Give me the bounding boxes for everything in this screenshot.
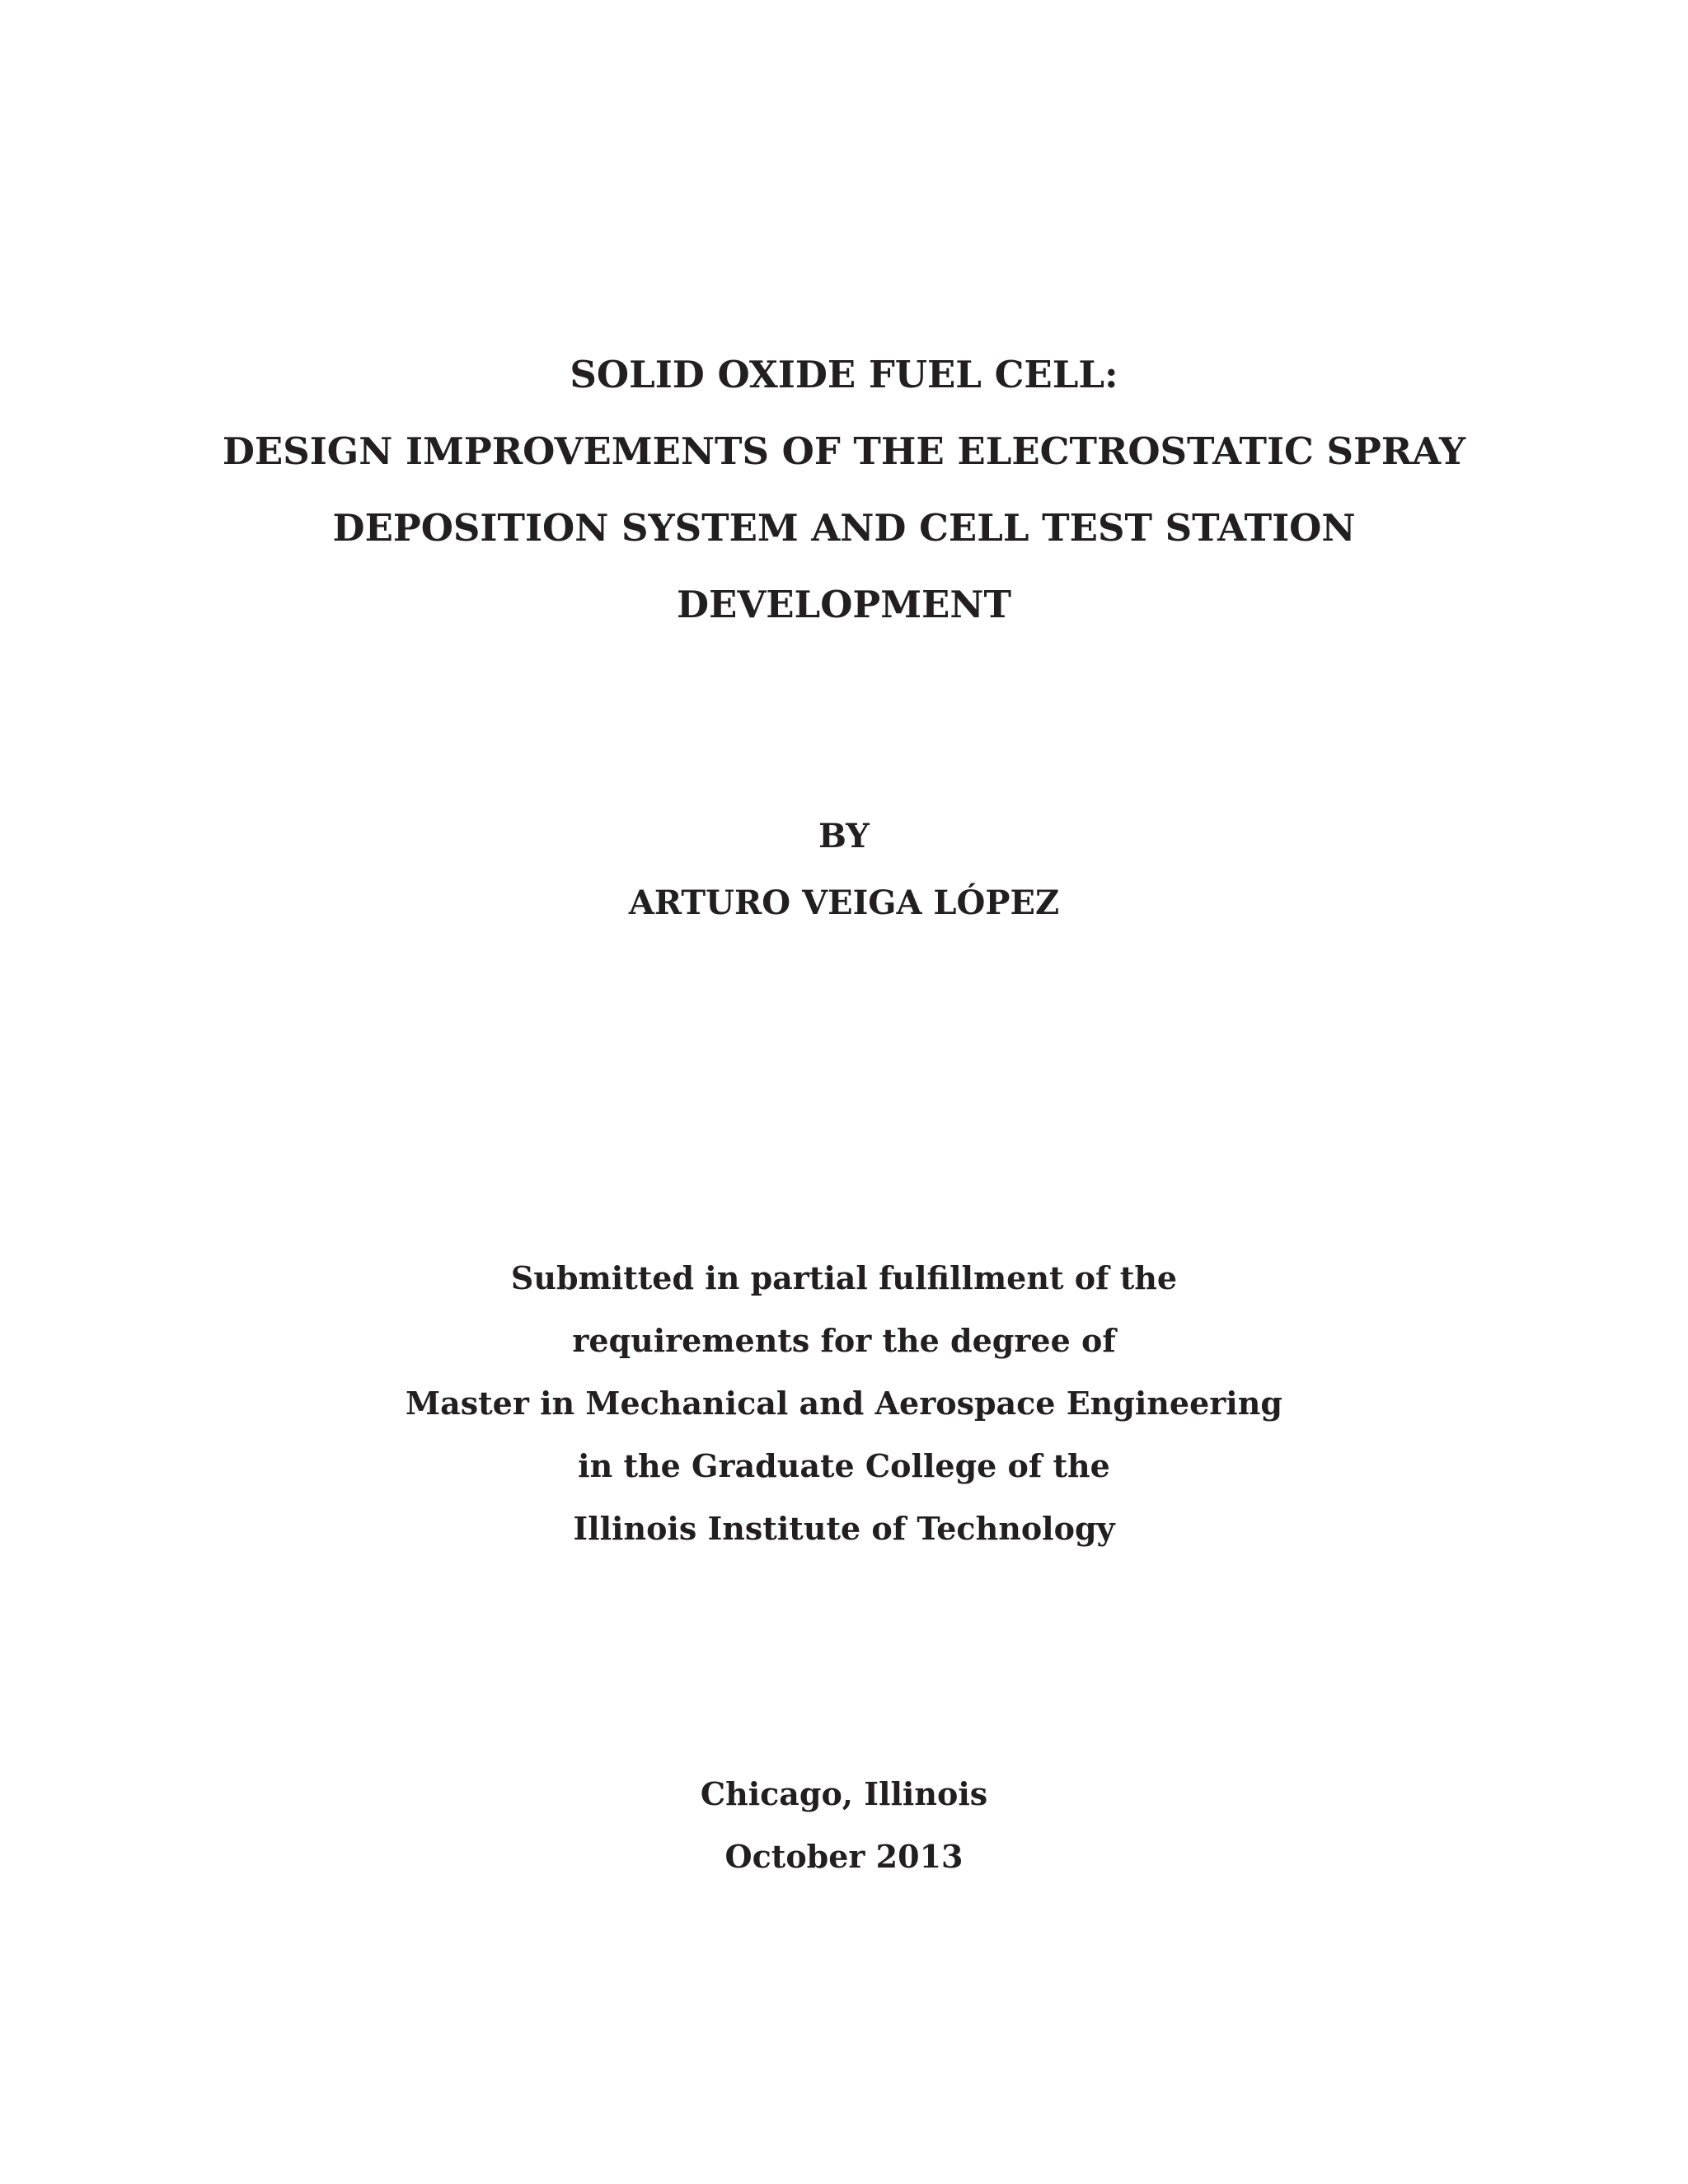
title-line-4: DEVELOPMENT: [677, 583, 1011, 626]
submission-line-3: Master in Mechanical and Aerospace Engineering: [406, 1385, 1282, 1422]
title-line-2: DESIGN IMPROVEMENTS OF THE ELECTROSTATIC SPRAY: [222, 429, 1466, 473]
submission-line-4: in the Graduate College of the: [578, 1447, 1110, 1484]
author-name: ARTURO VEIGA LÓPEZ: [628, 883, 1060, 922]
submission-line-2: requirements for the degree of: [572, 1322, 1116, 1359]
by-label: BY: [818, 817, 870, 855]
submission-line-5: Illinois Institute of Technology: [573, 1510, 1115, 1547]
submission-line-1: Submitted in partial fulfillment of the: [510, 1259, 1178, 1296]
title-line-1: SOLID OXIDE FUEL CELL:: [570, 353, 1118, 396]
title-line-3: DEPOSITION SYSTEM AND CELL TEST STATION: [332, 506, 1356, 550]
location: Chicago, Illinois: [700, 1775, 988, 1812]
submission-date: October 2013: [724, 1838, 964, 1875]
